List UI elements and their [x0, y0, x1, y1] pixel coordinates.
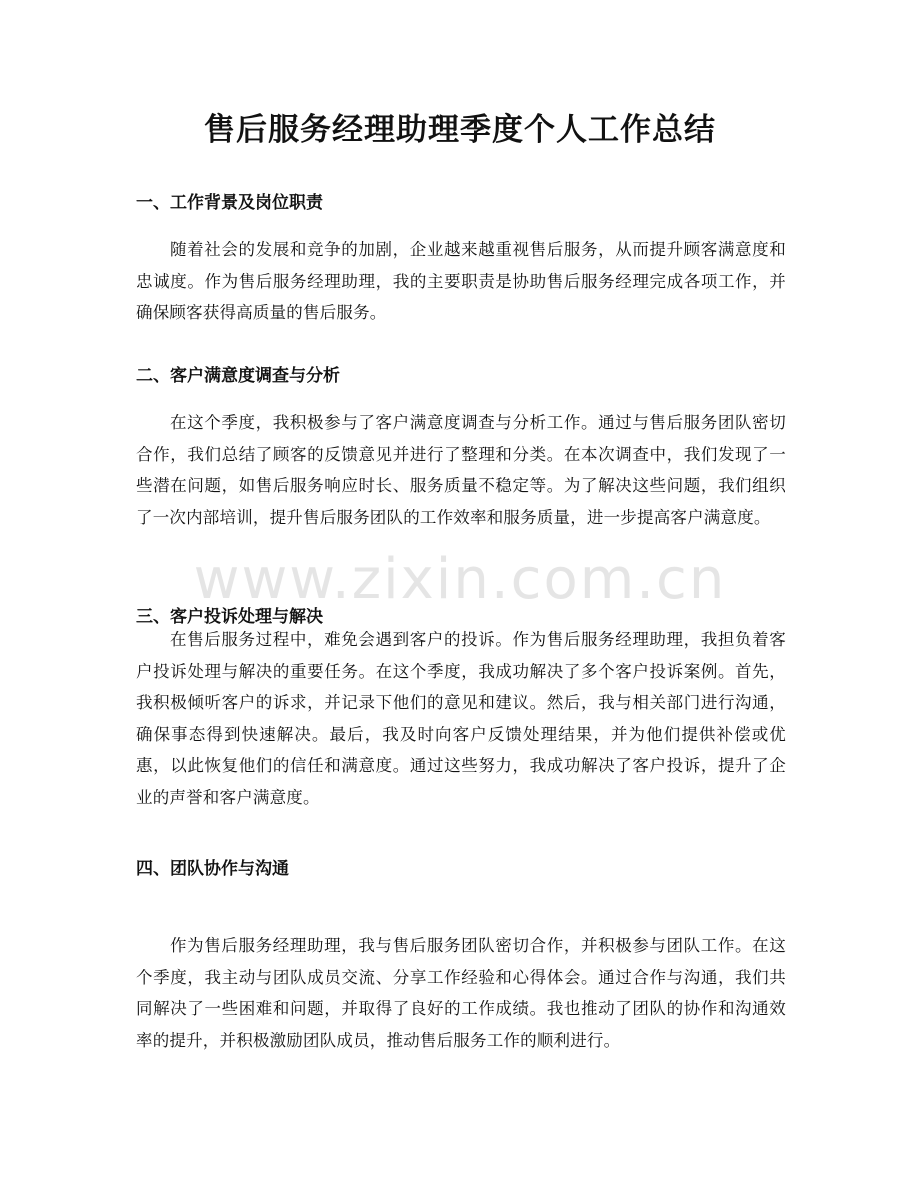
watermark: www.zixin.com.cn [193, 547, 727, 612]
section-paragraph-4: 作为售后服务经理助理，我与售后服务团队密切合作，并积极参与团队工作。在这个季度，我主动与团队成员交流、分享工作经验和心得体会。通过合作与沟通，我们共同解决了一些困难和问题，并取得了良好的工作成绩。我也推动了团队的协作和沟通效率的提升，并积极激励团队成员，推动售后服务工作的顺利进行。 [136, 936, 786, 1050]
section-heading-4: 四、团队协作与沟通 [136, 859, 289, 879]
section-heading-2: 二、客户满意度调查与分析 [136, 366, 340, 386]
section-paragraph-3: 在售后服务过程中，难免会遇到客户的投诉。作为售后服务经理助理，我担负着客户投诉处理与解决的重要任务。在这个季度，我成功解决了多个客户投诉案例。首先，我积极倾听客户的诉求，并记录下他们的意见和建议。然后，我与相关部门进行沟通，确保事态得到快速解决。最后，我及时向客户反馈处理结果，并为他们提供补偿或优惠，以此恢复他们的信任和满意度。通过这些努力，我成功解决了客户投诉，提升了企业的声誉和客户满意度。 [136, 630, 786, 807]
section-heading-3: 三、客户投诉处理与解决 [136, 607, 323, 627]
section-paragraph-2: 在这个季度，我积极参与了客户满意度调查与分析工作。通过与售后服务团队密切合作，我们总结了顾客的反馈意见并进行了整理和分类。在本次调查中，我们发现了一些潜在问题，如售后服务响应时长、服务质量不稳定等。为了解决这些问题，我们组织了一次内部培训，提升售后服务团队的工作效率和服务质量，进一步提高客户满意度。 [136, 413, 786, 527]
section-paragraph-1: 随着社会的发展和竞争的加剧，企业越来越重视售后服务，从而提升顾客满意度和忠诚度。作为售后服务经理助理，我的主要职责是协助售后服务经理完成各项工作，并确保顾客获得高质量的售后服务。 [136, 240, 786, 322]
page-title: 售后服务经理助理季度个人工作总结 [204, 112, 716, 148]
section-heading-1: 一、工作背景及岗位职责 [136, 193, 323, 213]
